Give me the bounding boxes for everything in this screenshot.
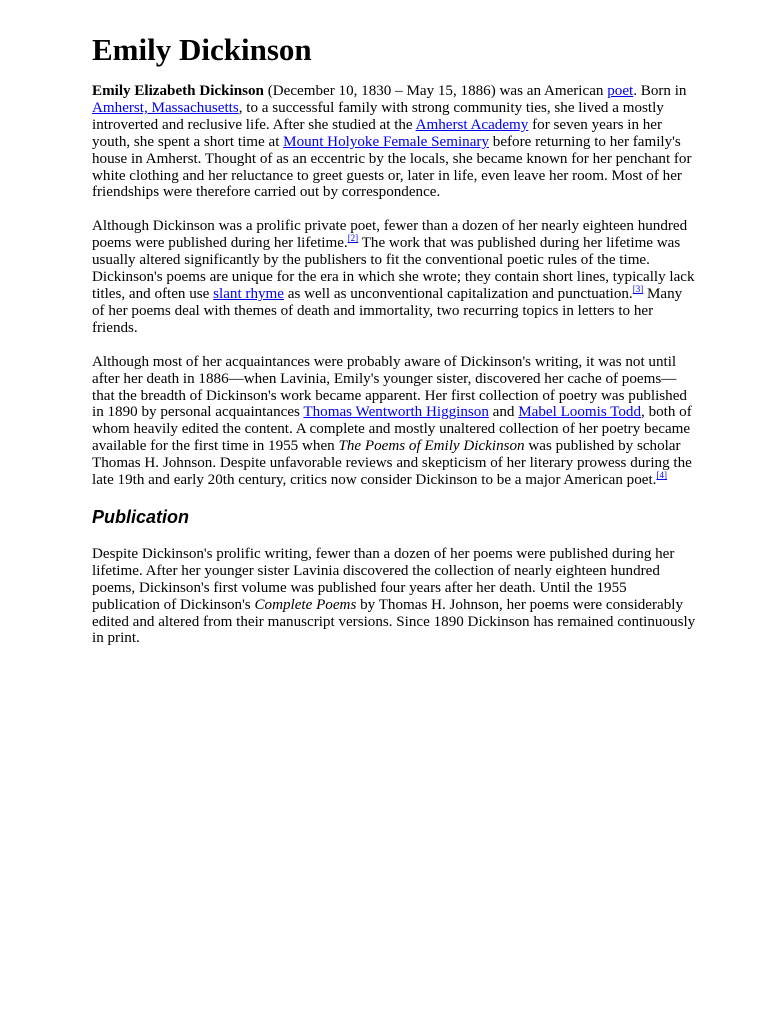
citation-link-4[interactable]: [4] [656, 470, 667, 480]
text-span: and [488, 404, 519, 421]
body-paragraph-2 [92, 218, 696, 336]
text-span: The work that was published during her lifetime was usually altered significantly by the publishers to fit the conventional poetic rules of the time. Dickinson's poems are unique for the era in which she wrote; they contain short lines, typically lack titles, and often use [92, 235, 695, 302]
text-span: . Born in [633, 83, 687, 99]
text-span: Despite Dickinson's prolific writing, fewer than a dozen of her poems were published during her lifetime. After her younger sister Lavinia discovered the collection of nearly eighteen hundred poems, Dickinson's first volume was published four years after her death. Until the 1955 publication of Dickinson's [92, 545, 675, 613]
link-mabel-loomis-todd[interactable]: Mabel Loomis Todd [518, 404, 642, 421]
citation-3[interactable] [633, 284, 644, 294]
citation-2[interactable] [348, 233, 359, 243]
text-span: for seven years in her youth, she spent a short time at [92, 116, 663, 150]
text-span: was published by scholar Thomas H. Johnson. Despite unfavorable reviews and skepticism of her literary prowess during the late 19th and early 20th century, critics now consider Dickinson to be a major American poet. [92, 438, 692, 489]
body-paragraph-3 [92, 354, 696, 489]
citation-4[interactable] [656, 470, 667, 480]
bold-name: Emily Elizabeth Dickinson [92, 83, 264, 99]
citation-link-2[interactable]: [2] [347, 233, 359, 244]
link-slant-rhyme[interactable]: slant rhyme [213, 285, 284, 302]
text-span: (December 10, 1830 – May 15, 1886) was an American [263, 83, 608, 99]
article [92, 30, 696, 664]
citation-link-3[interactable]: [3] [632, 283, 644, 294]
link-mount-holyoke[interactable]: Mount Holyoke Female Seminary [283, 133, 489, 150]
text-span: as well as unconventional capitalization and punctuation. [283, 285, 633, 302]
text-span: by Thomas H. Johnson, her poems were considerably edited and altered from their manuscript versions. Since 1890 Dickinson has remained continuously in print. [92, 596, 696, 647]
text-span: Many of her poems deal with themes of death and immortality, two recurring topics in letters to her friends. [92, 285, 683, 336]
link-amherst-massachusetts[interactable]: Amherst, Massachusetts [92, 99, 239, 116]
link-thomas-wentworth-higginson[interactable]: Thomas Wentworth Higginson [303, 404, 489, 421]
publication-paragraph [92, 546, 696, 647]
page-title: Emily Dickinson [92, 32, 312, 67]
text-span: Although most of her acquaintances were probably aware of Dickinson's writing, it was not until after her death in 1886—when Lavinia, Emily's younger sister, discovered her cache of poems—that the breadth of Dickinson's work became apparent. Her first collection of poetry was published in 1890 by personal acquaintances [92, 353, 687, 421]
link-amherst-academy[interactable]: Amherst Academy [415, 116, 529, 133]
text-span: Although Dickinson was a prolific private poet, fewer than a dozen of her nearly eighteen hundred poems were published during her lifetime. [92, 218, 688, 252]
link-poet[interactable]: poet [607, 83, 634, 99]
text-span: , both of whom heavily edited the content. A complete and mostly unaltered collection of her poetry became available for the first time in 1955 when [92, 404, 692, 455]
italic-book-title: The Poems of Emily Dickinson [338, 438, 525, 455]
text-span: , to a successful family with strong community ties, she lived a mostly introverted and reclusive life. After she studied at the [92, 99, 664, 133]
section-heading-publication: Publication [92, 506, 190, 527]
text-span: before returning to her family's house in Amherst. Thought of as an eccentric by the locals, she became known for her penchant for white clothing and her reluctance to greet guests or, later in life, even leave her room. Most of her friendships were therefore carried out by correspondence. [92, 133, 692, 201]
italic-book-title: Complete Poems [254, 596, 357, 613]
intro-paragraph [92, 83, 696, 201]
